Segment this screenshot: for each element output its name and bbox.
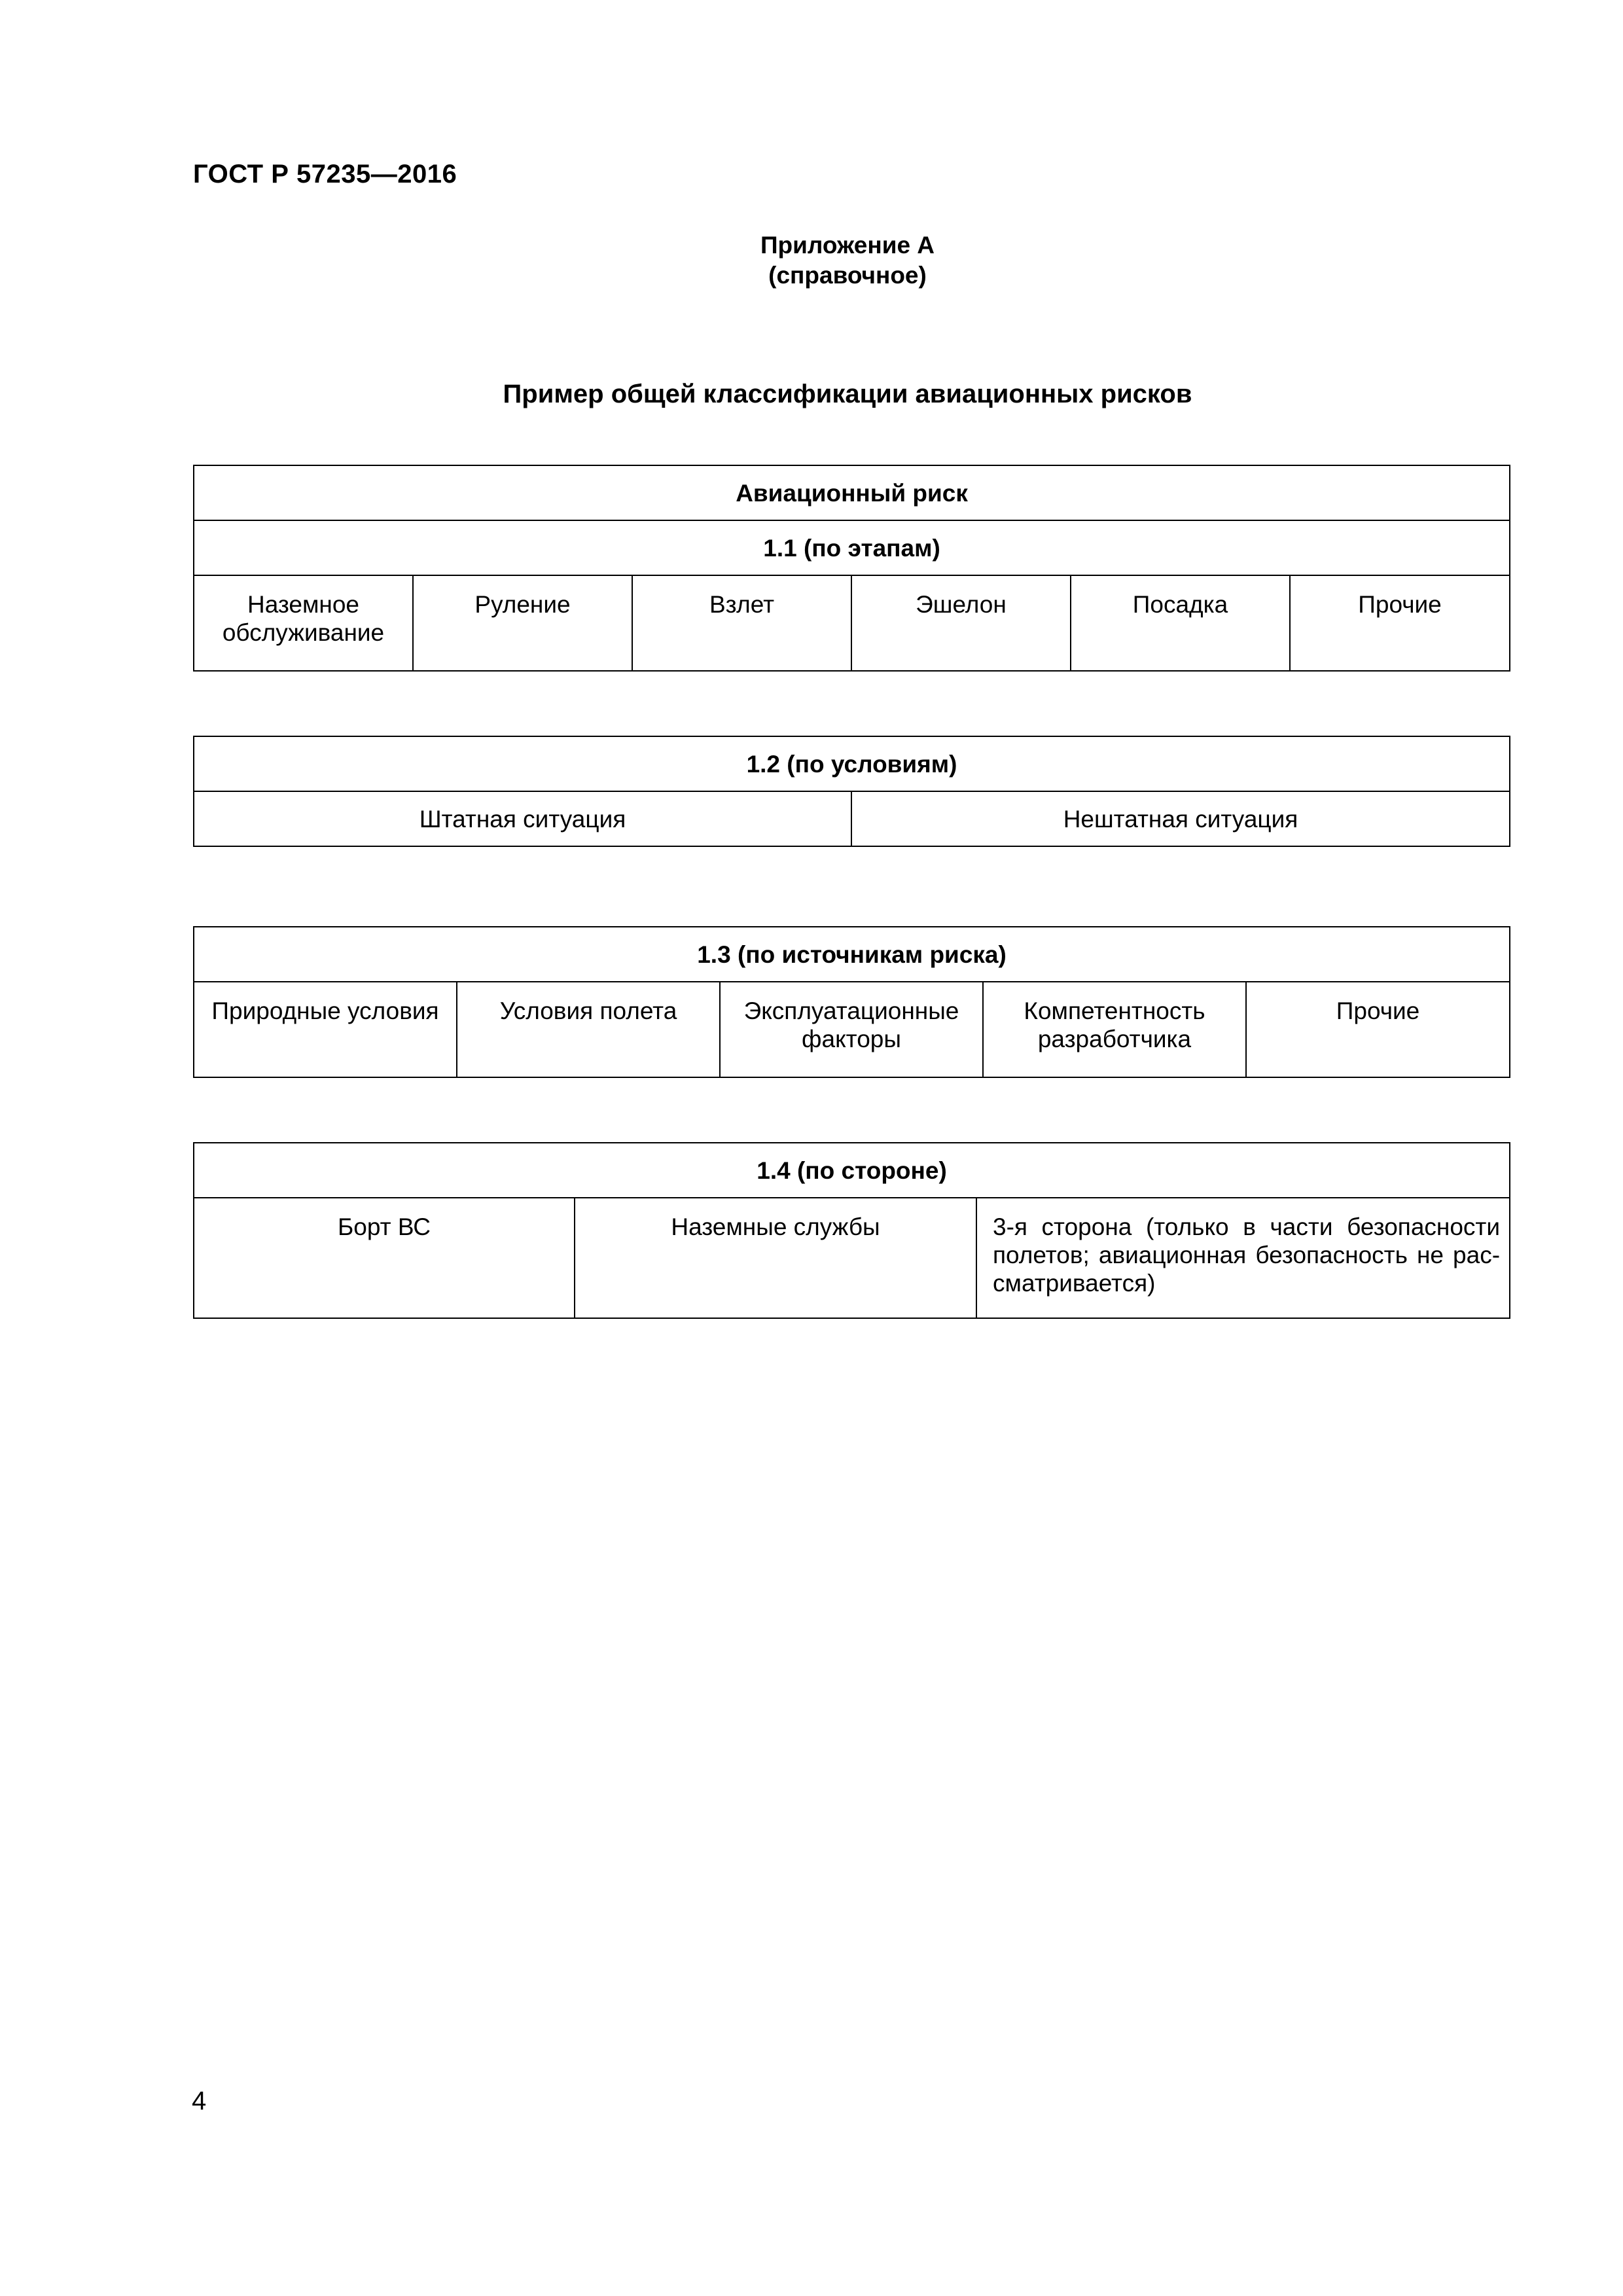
- table-cell: Взлет: [632, 575, 851, 671]
- table-cell: Природные условия: [194, 982, 457, 1077]
- risk-conditions-table: [193, 736, 1510, 847]
- table-cell: Прочие: [1246, 982, 1510, 1077]
- table-subtitle: 1.1 (по этапам): [194, 520, 1510, 575]
- table-cell: 3-я сторона (только в части безопасности полетов; авиационная безопасность не рассматривается): [976, 1198, 1510, 1318]
- table-title: Авиационный риск: [194, 465, 1510, 520]
- table-cell: Посадка: [1071, 575, 1290, 671]
- page-number: 4: [192, 2087, 207, 2115]
- table-cell: Условия полета: [457, 982, 720, 1077]
- table-title: 1.2 (по условиям): [194, 736, 1510, 791]
- table-cell: Наземные службы: [575, 1198, 976, 1318]
- risk-stages-table: [193, 465, 1510, 672]
- risk-party-table: [193, 1142, 1510, 1319]
- table-cell: Штатная ситуация: [194, 791, 851, 846]
- table-cell: Борт ВС: [194, 1198, 575, 1318]
- table-title: 1.3 (по источникам риска): [194, 927, 1510, 982]
- table-cell: Эксплуатационные факторы: [720, 982, 983, 1077]
- risk-sources-table: [193, 926, 1510, 1078]
- table-title: 1.4 (по стороне): [194, 1143, 1510, 1198]
- table-cell: Нештатная ситуация: [851, 791, 1510, 846]
- table-cell: Наземное обслуживание: [194, 575, 413, 671]
- document-code: ГОСТ Р 57235—2016: [193, 160, 457, 188]
- appendix-type: (справочное): [768, 262, 927, 289]
- appendix-title: Приложение А: [760, 232, 935, 259]
- table-cell: Прочие: [1290, 575, 1510, 671]
- table-cell: Руление: [413, 575, 632, 671]
- section-title: Пример общей классификации авиационных рисков: [503, 380, 1192, 408]
- table-cell: Эшелон: [851, 575, 1071, 671]
- table-cell: Компетентность разработчика: [983, 982, 1246, 1077]
